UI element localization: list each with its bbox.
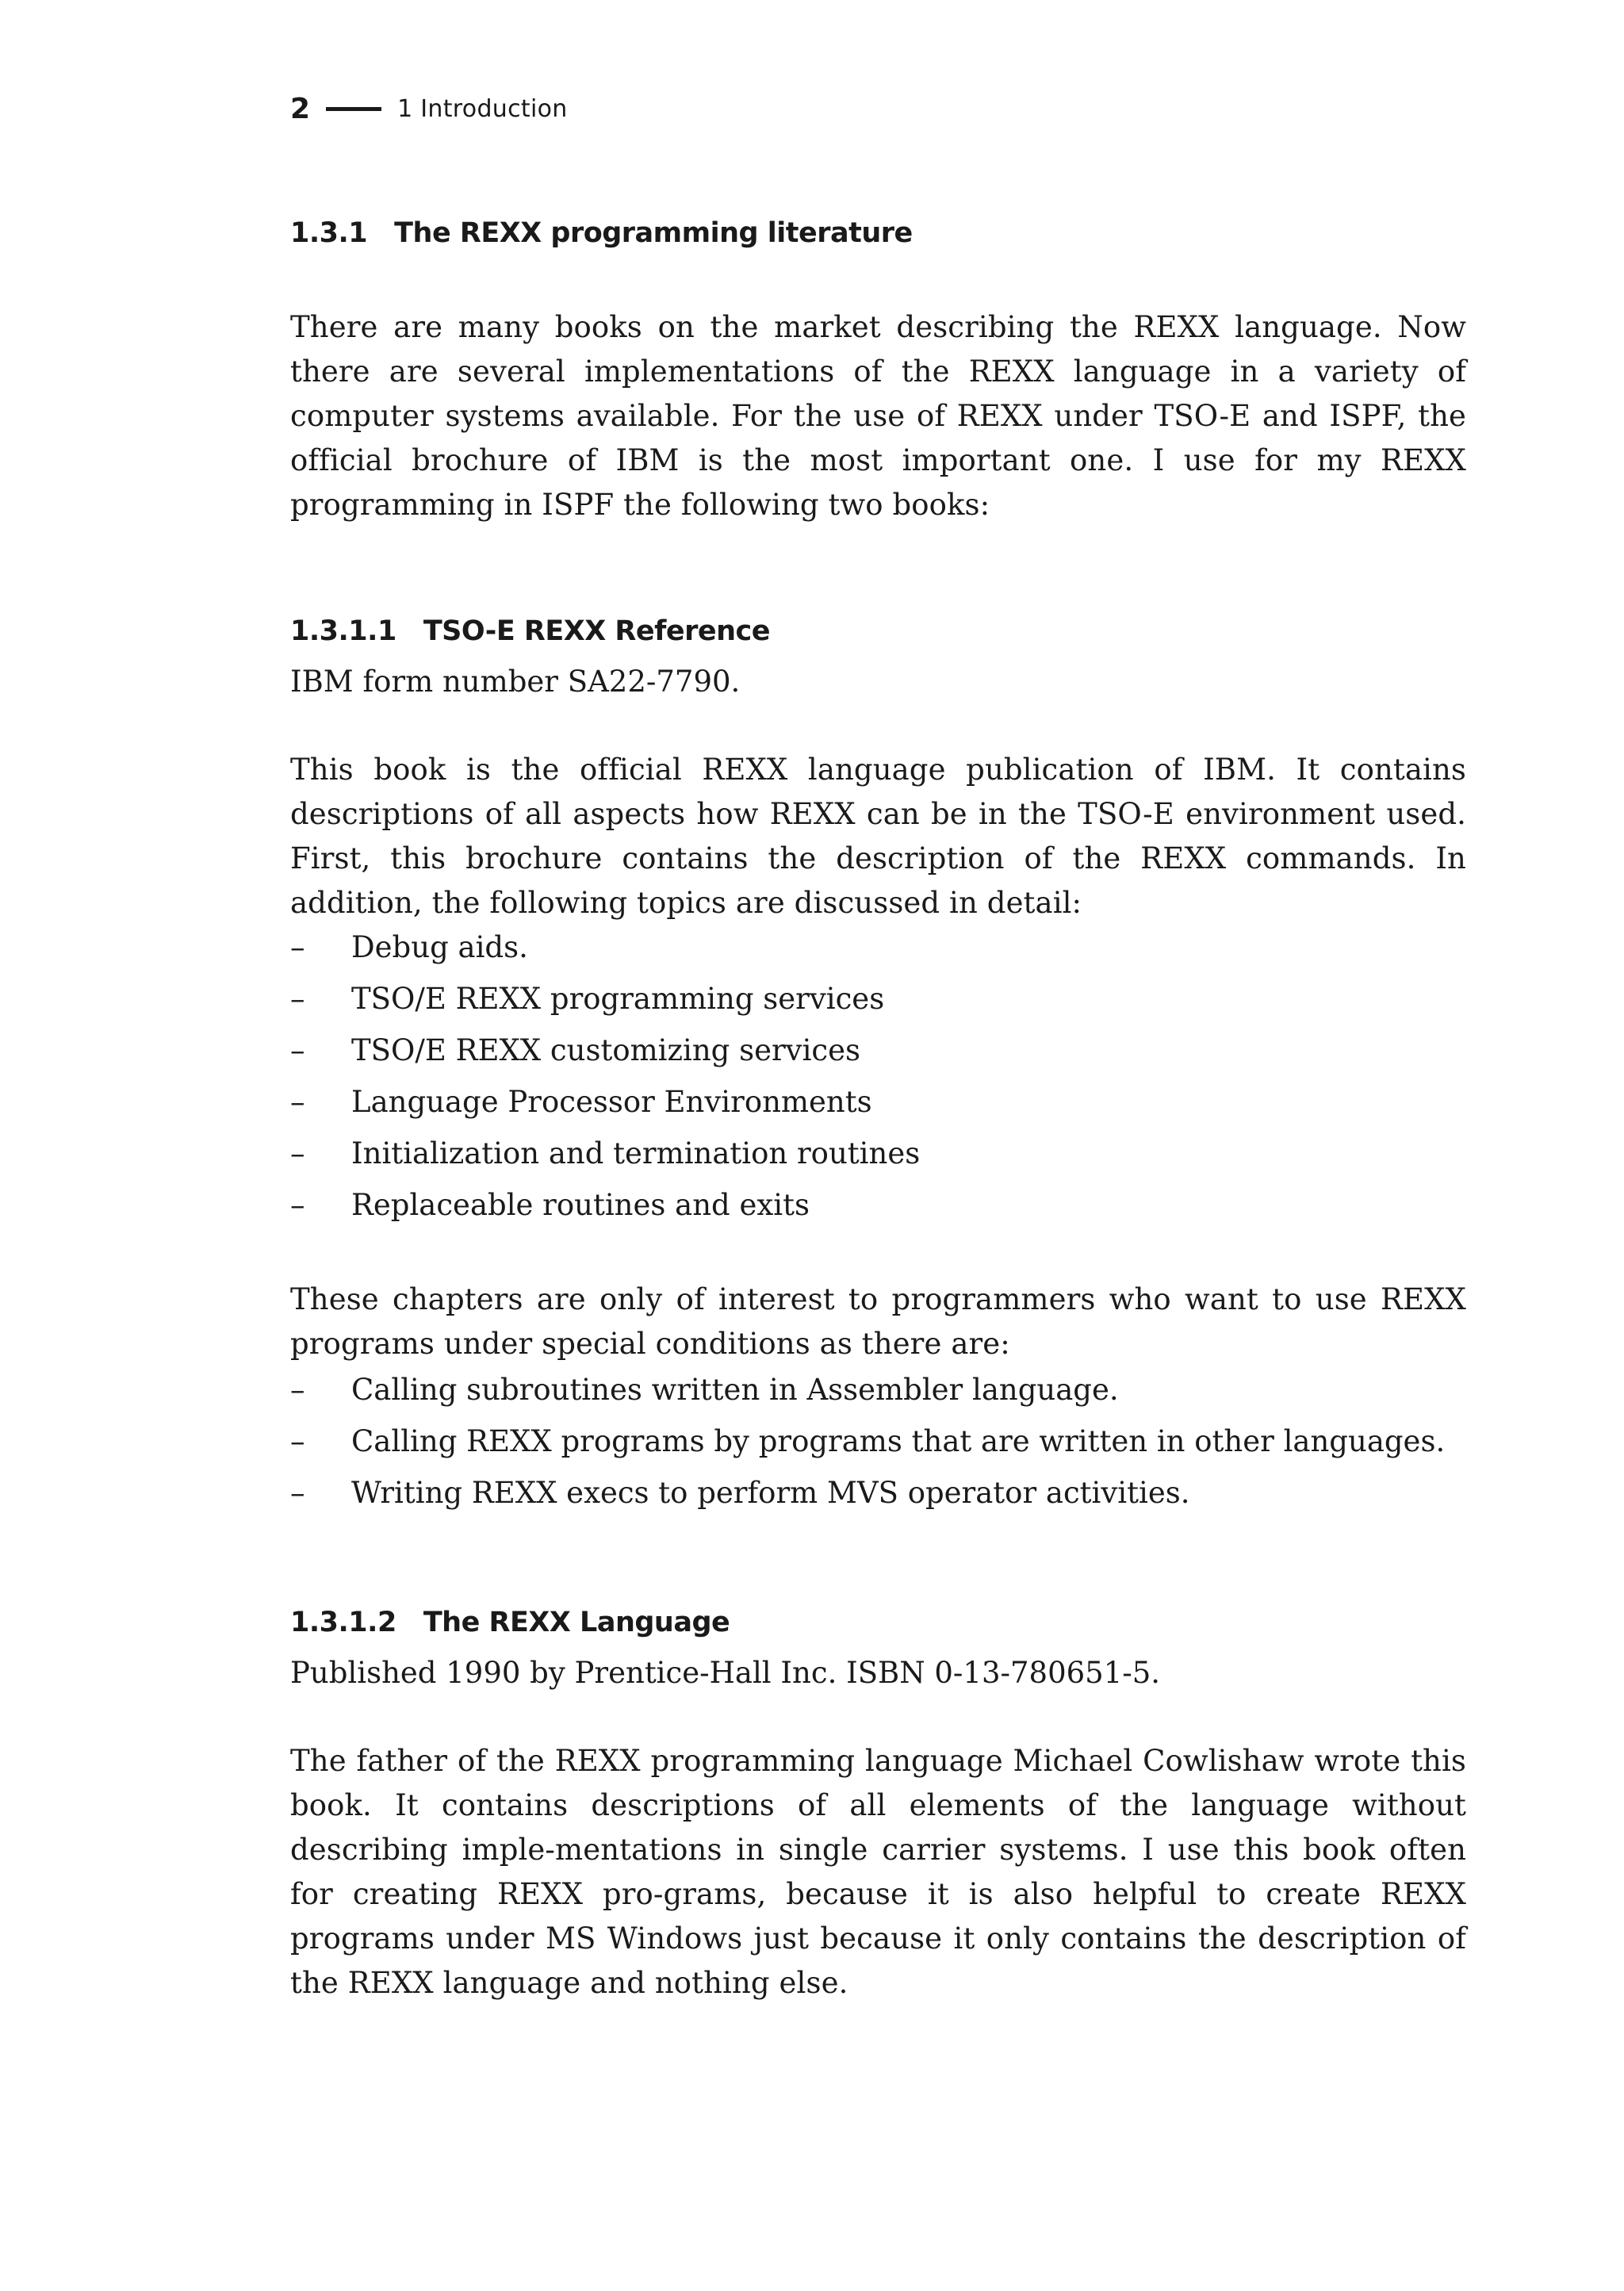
section-intro-paragraph: There are many books on the market describing the REXX language. Now there are several implementations of the REXX language in a variety of computer systems available. For the use of REXX under TSO-E and ISPF, the official brochure of IBM is the most important one. I use for my REXX programming in ISPF the following two books: [290, 310, 1466, 522]
dash-bullet: – [290, 1476, 305, 1510]
dash-bullet: – [290, 1136, 305, 1170]
page-number: 2 [290, 92, 311, 125]
dash-bullet: – [290, 1188, 305, 1222]
book1-interest-paragraph: These chapters are only of interest to programmers who want to use REXX programs under special conditions as there are: [290, 1282, 1466, 1361]
section-number: 1.3.1 [290, 217, 368, 249]
book2-heading [290, 1607, 730, 1638]
list-item: – Debug aids. [290, 925, 920, 977]
book2-publication: Published 1990 by Prentice-Hall Inc. ISBN 0-13-780651-5. [290, 1656, 1161, 1690]
dash-bullet: – [290, 1033, 305, 1067]
book1-number: 1.3.1.1 [290, 615, 396, 647]
dash-bullet: – [290, 1085, 305, 1119]
book1-conditions-list [290, 1368, 1445, 1523]
book2-description: The father of the REXX programming language Michael Cowlishaw wrote this book. It contains descriptions of all elements of the language without describing imple-mentations in single carrier systems. I use this book often for creating REXX pro-grams, because it is also helpful to create REXX programs under MS Windows just because it only contains the description of the REXX language and nothing else. [290, 1744, 1466, 2000]
chapter-label: 1 Introduction [397, 94, 568, 123]
list-item: – Calling subroutines written in Assembler language. [290, 1368, 1445, 1419]
dash-bullet: – [290, 982, 305, 1016]
list-item: – TSO/E REXX programming services [290, 977, 920, 1029]
list-item: – Language Processor Environments [290, 1080, 920, 1132]
book1-topics-list [290, 925, 920, 1235]
book1-description: This book is the official REXX language publication of IBM. It contains descriptions of all aspects how REXX can be in the TSO-E environment used. First, this brochure contains the description of the REXX commands. In addition, the following topics are discussed in detail: [290, 753, 1466, 920]
book1-form-number: IBM form number SA22-7790. [290, 665, 741, 699]
list-item: – Replaceable routines and exits [290, 1183, 920, 1235]
dash-bullet: – [290, 930, 305, 964]
dash-bullet: – [290, 1424, 305, 1458]
book1-title: TSO-E REXX Reference [423, 615, 770, 647]
list-item: – TSO/E REXX customizing services [290, 1029, 920, 1080]
section-title: The REXX programming literature [394, 217, 913, 249]
list-item: – Calling REXX programs by programs that are written in other languages. [290, 1419, 1445, 1471]
list-item: – Writing REXX execs to perform MVS operator activities. [290, 1471, 1445, 1523]
book2-number: 1.3.1.2 [290, 1607, 396, 1638]
running-head [290, 89, 568, 128]
book2-title: The REXX Language [423, 1607, 730, 1638]
dash-bullet: – [290, 1373, 305, 1407]
list-item: – Initialization and termination routines [290, 1132, 920, 1183]
running-head-rule [326, 107, 381, 111]
book1-heading [290, 615, 770, 647]
section-heading [290, 217, 913, 249]
